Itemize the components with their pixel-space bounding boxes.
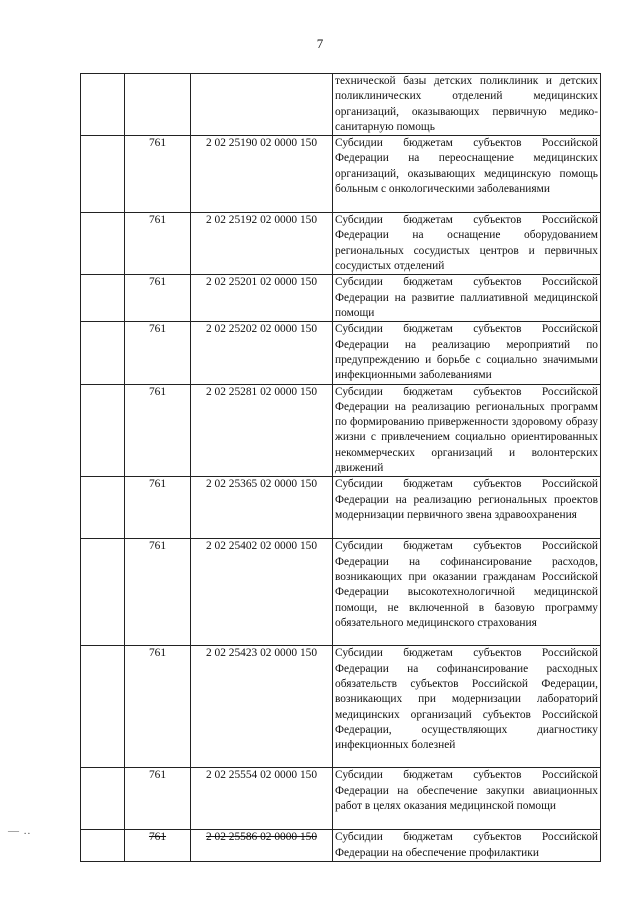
table-row: [81, 136, 601, 213]
kbk-code-cell: [191, 74, 333, 136]
table-row: [81, 768, 601, 830]
row-number-cell: [81, 539, 125, 646]
table-row: [81, 539, 601, 646]
table-row: [81, 477, 601, 539]
kbk-code-cell: 2 02 25201 02 0000 150: [191, 275, 333, 322]
income-name-cell: Субсидии бюджетам субъектов Российской Федерации на обеспечение профилактики: [333, 830, 601, 862]
row-number-cell: [81, 275, 125, 322]
admin-code-cell: 761: [125, 213, 191, 275]
row-number-cell: [81, 74, 125, 136]
admin-code-cell: [125, 74, 191, 136]
admin-code-cell: 761: [125, 384, 191, 477]
income-name-cell: Субсидии бюджетам субъектов Российской Федерации на реализацию региональных проектов модернизации первичного звена здравоохранения: [333, 477, 601, 539]
kbk-code-cell: 2 02 25402 02 0000 150: [191, 539, 333, 646]
income-name-cell: Субсидии бюджетам субъектов Российской Федерации на софинансирование расходов, возникающих при оказании гражданам Российской Федерации высокотехнологичной медицинской помощи, не включенной в базовую программу обязательного медицинского страхования: [333, 539, 601, 646]
row-number-cell: [81, 830, 125, 862]
budget-classification-table: [80, 73, 601, 862]
income-name-cell: Субсидии бюджетам субъектов Российской Федерации на оснащение оборудованием региональных сосудистых центров и первичных сосудистых отделений: [333, 213, 601, 275]
table-row: [81, 322, 601, 384]
row-number-cell: [81, 384, 125, 477]
table-row: [81, 646, 601, 768]
row-number-cell: [81, 646, 125, 768]
kbk-code-cell: 2 02 25586 02 0000 150: [191, 830, 333, 862]
income-name-cell: Субсидии бюджетам субъектов Российской Федерации на переоснащение медицинских организаций, оказывающих медицинскую помощь больным с онкологическими заболеваниями: [333, 136, 601, 213]
row-number-cell: [81, 768, 125, 830]
income-name-cell: Субсидии бюджетам субъектов Российской Федерации на софинансирование расходных обязательств субъектов Российской Федерации, возникающих при модернизации лабораторий медицинских организаций субъектов Российской Федерации, осуществляющих диагностику инфекционных болезней: [333, 646, 601, 768]
admin-code-cell: 761: [125, 830, 191, 862]
page-number: 7: [316, 36, 324, 51]
admin-code-cell: 761: [125, 768, 191, 830]
admin-code-cell: 761: [125, 136, 191, 213]
admin-code-cell: 761: [125, 322, 191, 384]
kbk-code-cell: 2 02 25365 02 0000 150: [191, 477, 333, 539]
kbk-code-cell: 2 02 25423 02 0000 150: [191, 646, 333, 768]
margin-mark: — ..: [8, 825, 32, 837]
admin-code-cell: 761: [125, 477, 191, 539]
income-name-cell: Субсидии бюджетам субъектов Российской Федерации на развитие паллиативной медицинской помощи: [333, 275, 601, 322]
income-name-cell: технической базы детских поликлиник и детских поликлинических отделений медицинских организаций, оказывающих первичную медико-санитарную помощь: [333, 74, 601, 136]
kbk-code-cell: 2 02 25202 02 0000 150: [191, 322, 333, 384]
row-number-cell: [81, 477, 125, 539]
table-row: [81, 830, 601, 862]
table-row: [81, 74, 601, 136]
row-number-cell: [81, 213, 125, 275]
income-name-cell: Субсидии бюджетам субъектов Российской Федерации на реализацию мероприятий по предупреждению и борьбе с социально значимыми инфекционными заболеваниями: [333, 322, 601, 384]
income-name-cell: Субсидии бюджетам субъектов Российской Федерации на реализацию региональных программ по формированию приверженности здоровому образу жизни с привлечением социально ориентированных некоммерческих организаций и волонтерских движений: [333, 384, 601, 477]
kbk-code-cell: 2 02 25190 02 0000 150: [191, 136, 333, 213]
row-number-cell: [81, 136, 125, 213]
table-row: [81, 275, 601, 322]
kbk-code-cell: 2 02 25281 02 0000 150: [191, 384, 333, 477]
admin-code-cell: 761: [125, 646, 191, 768]
admin-code-cell: 761: [125, 539, 191, 646]
kbk-code-cell: 2 02 25554 02 0000 150: [191, 768, 333, 830]
table-row: [81, 384, 601, 477]
admin-code-cell: 761: [125, 275, 191, 322]
kbk-code-cell: 2 02 25192 02 0000 150: [191, 213, 333, 275]
income-name-cell: Субсидии бюджетам субъектов Российской Федерации на обеспечение закупки авиационных работ в целях оказания медицинской помощи: [333, 768, 601, 830]
row-number-cell: [81, 322, 125, 384]
table-row: [81, 213, 601, 275]
